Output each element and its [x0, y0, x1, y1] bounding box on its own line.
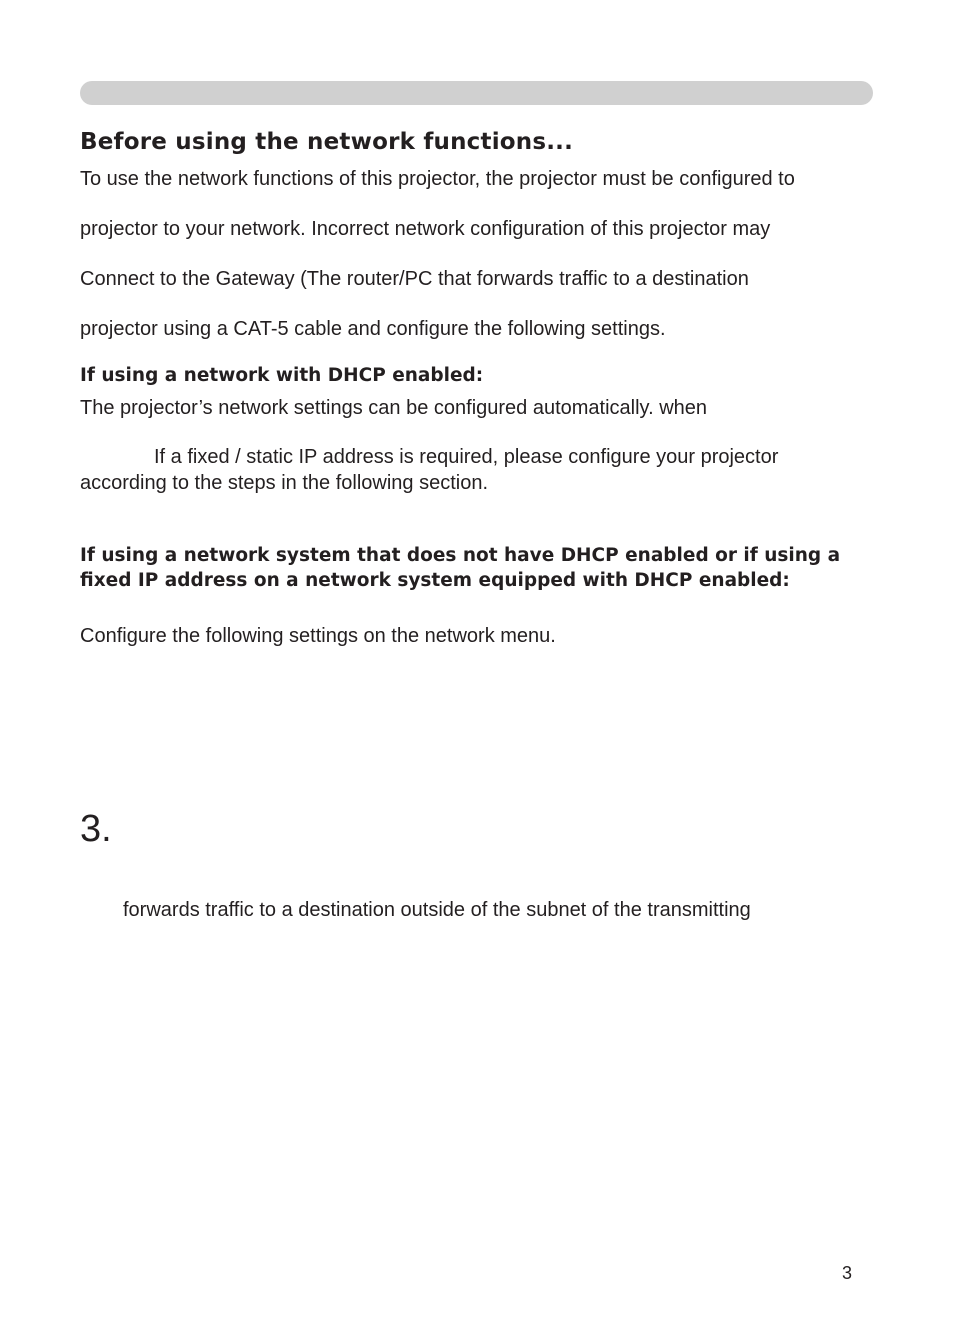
dhcp-heading: If using a network with DHCP enabled: — [80, 365, 484, 386]
intro-line-4: projector using a CAT-5 cable and configure the following settings. — [80, 318, 666, 340]
intro-line-1: To use the network functions of this projector, the projector must be configured to — [80, 168, 795, 190]
intro-line-3: Connect to the Gateway (The router/PC that forwards traffic to a destination — [80, 268, 749, 290]
step-text: forwards traffic to a destination outside of the subnet of the transmitting — [123, 899, 751, 921]
dhcp-line-1: The projector’s network settings can be configured automatically. when — [80, 397, 708, 419]
intro-line-2: projector to your network. Incorrect network configuration of this projector may — [80, 218, 771, 240]
nodhcp-line-1: Configure the following settings on the network menu. — [80, 625, 556, 647]
dhcp-line-3: according to the steps in the following section. — [80, 472, 489, 494]
nodhcp-heading: If using a network system that does not have DHCP enabled or if using a fixed IP address on a network system equipped with DHCP enabled: — [80, 545, 841, 591]
page-title: Before using the network functions... — [80, 129, 574, 155]
dhcp-line-2: If a fixed / static IP address is required, please configure your projector — [154, 446, 779, 468]
step-number: 3. — [80, 808, 112, 850]
page-number: 3 — [842, 1263, 853, 1283]
section-header-bar — [80, 81, 873, 105]
